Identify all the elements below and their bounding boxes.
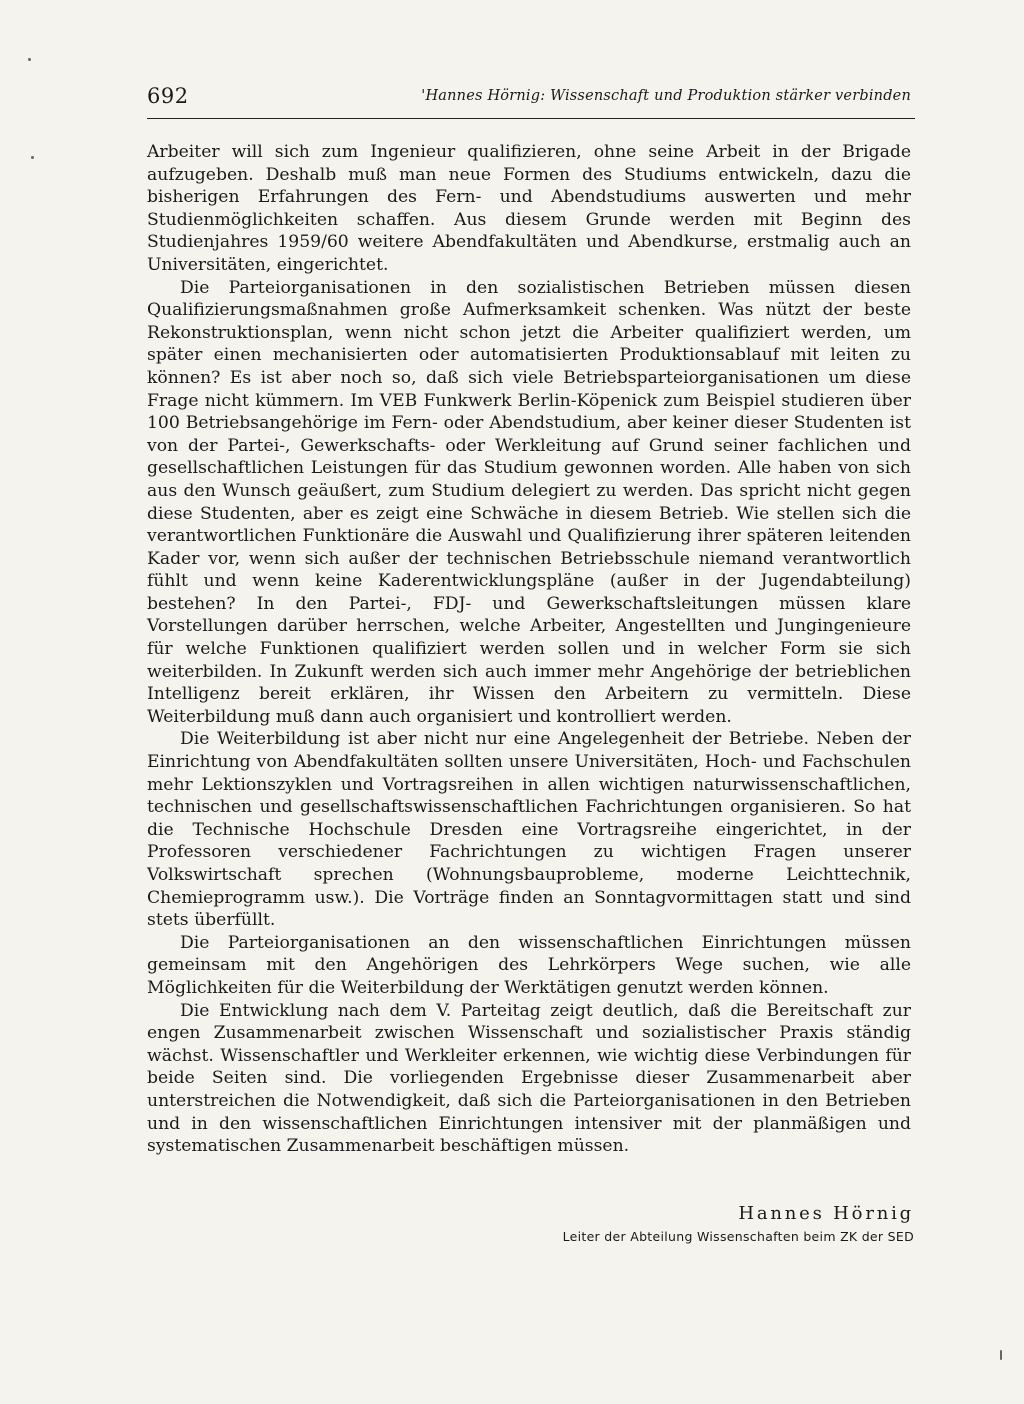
margin-dot-right: [1000, 1350, 1002, 1360]
running-title: 'Hannes Hörnig: Wissenschaft und Produktion stärker verbinden: [421, 88, 911, 104]
paragraph-3: Die Weiterbildung ist aber nicht nur eine Angelegenheit der Betriebe. Neben der Einrichtung von Abendfakultäten sollten unsere Universitäten, Hoch- und Fachschulen mehr Lektionszyklen und Vortragsreihen in allen wichtigen naturwissenschaftlichen, technischen und gesellschaftswissenschaftlichen Fachrichtungen organisieren. So hat die Technische Hochschule Dresden eine Vortragsreihe eingerichtet, in der Professoren verschiedener Fachrichtungen zu wichtigen Fragen unserer Volkswirtschaft sprechen (Wohnungsbauprobleme, moderne Leichttechnik, Chemieprogramm usw.). Die Vorträge finden an Sonntagvormittagen statt und sind stets überfüllt.: [147, 729, 911, 931]
paragraph-4: Die Parteiorganisationen an den wissenschaftlichen Einrichtungen müssen gemeinsam mit den Angehörigen des Lehrkörpers Wege suchen, wie alle Möglichkeiten für die Weiterbildung der Werktätigen genutzt werden können.: [147, 932, 911, 998]
article-body: [147, 141, 911, 1158]
paragraph-1: Arbeiter will sich zum Ingenieur qualifizieren, ohne seine Arbeit in der Brigade aufzugeben. Deshalb muß man neue Formen des Studiums entwickeln, dazu die bisherigen Erfahrungen des Fern- und Abendstudiums auswerten und mehr Studienmöglichkeiten schaffen. Aus diesem Grunde werden mit Beginn des Studienjahres 1959/60 weitere Abendfakultäten und Abendkurse, erstmalig auch an Universitäten, eingerichtet.: [147, 142, 911, 275]
author-signature: Hannes Hörnig: [738, 1203, 914, 1224]
paragraph-2: Die Parteiorganisationen in den sozialistischen Betrieben müssen diesen Qualifizierungsmaßnahmen große Aufmerksamkeit schenken. Was nützt der beste Rekonstruktionsplan, wenn nicht schon jetzt die Arbeiter qualifiziert werden, um später einen mechanisierten oder automatisierten Produktionsablauf mit leiten zu können? Es ist aber noch so, daß sich viele Betriebsparteiorganisationen um diese Frage nicht kümmern. Im VEB Funkwerk Berlin-Köpenick zum Beispiel studieren über 100 Betriebsangehörige im Fern- oder Abendstudium, aber keiner dieser Studenten ist von der Partei-, Gewerkschafts- oder Werkleitung auf Grund seiner fachlichen und gesellschaftlichen Leistungen für das Studium gewonnen worden. Alle haben von sich aus den Wunsch geäußert, zum Studium delegiert zu werden. Das spricht nicht gegen diese Studenten, aber es zeigt eine Schwäche in diesem Betrieb. Wie stellen sich die verantwortlichen Funktionäre die Auswahl und Qualifizierung ihrer späteren leitenden Kader vor, wenn sich außer der technischen Betriebsschule niemand verantwortlich fühlt und wenn keine Kaderentwicklungspläne (außer in der Jugendabteilung) bestehen? In den Partei-, FDJ- und Gewerkschaftsleitungen müssen klare Vorstellungen darüber herrschen, welche Arbeiter, Angestellten und Jungingenieure für welche Funktionen qualifiziert werden sollen und in welcher Form sie sich weiterbilden. In Zukunft werden sich auch immer mehr Angehörige der betrieblichen Intelligenz bereit erklären, ihr Wissen den Arbeitern zu vermitteln. Diese Weiterbildung muß dann auch organisiert und kontrolliert werden.: [147, 277, 911, 727]
paragraph-5: Die Entwicklung nach dem V. Parteitag zeigt deutlich, daß die Bereitschaft zur engen Zusammenarbeit zwischen Wissenschaft und sozialistischer Praxis ständig wächst. Wissenschaftler und Werkleiter erkennen, wie wichtig diese Verbindungen für beide Seiten sind. Die vorliegenden Ergebnisse dieser Zusammenarbeit aber unterstreichen die Notwendigkeit, daß sich die Parteiorganisationen in den Betrieben und in den wissenschaftlichen Einrichtungen intensiver mit der planmäßigen und systematischen Zusammenarbeit beschäftigen müssen.: [147, 1000, 911, 1157]
margin-dot-top: [28, 58, 31, 61]
running-header: [147, 84, 915, 119]
page-number: 692: [147, 84, 189, 108]
margin-dot-left: [31, 156, 34, 159]
author-role: Leiter der Abteilung Wissenschaften beim ZK der SED: [562, 1229, 914, 1244]
